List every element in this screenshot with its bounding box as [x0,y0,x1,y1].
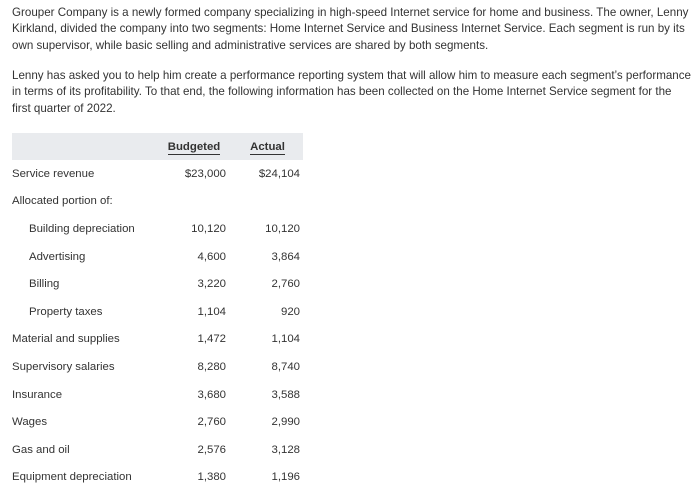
actual-value: 2,990 [271,416,300,429]
row-label: Advertising [29,250,86,263]
table-row [12,270,303,298]
budgeted-value: 3,680 [197,388,226,401]
table-row [12,381,303,409]
budgeted-value: 10,120 [191,222,226,235]
row-label: Insurance [12,388,63,401]
table-row [12,298,303,326]
header-blank-cell [12,133,156,160]
table-row [12,215,303,243]
row-label: Material and supplies [12,333,120,346]
budget-vs-actual-table [12,133,303,491]
actual-value: 920 [280,305,300,318]
row-label: Gas and oil [12,443,70,456]
actual-value: 2,760 [271,278,300,291]
actual-value [232,188,303,216]
row-label: Building depreciation [29,222,135,235]
table-row [12,408,303,436]
actual-value: 3,864 [271,250,300,263]
actual-value: 3,128 [271,443,300,456]
table-row [12,464,303,492]
budgeted-value: $23,000 [184,167,226,180]
row-label: Equipment depreciation [12,471,132,484]
row-label: Supervisory salaries [12,360,115,373]
header-budgeted-label: Budgeted [167,140,221,153]
row-label: Allocated portion of: [12,195,113,208]
budgeted-value: 2,760 [197,416,226,429]
table-row [12,436,303,464]
row-label: Billing [29,278,60,291]
header-actual [232,133,303,160]
row-label: Service revenue [12,167,95,180]
budgeted-value: 1,472 [197,333,226,346]
budgeted-value: 1,380 [197,471,226,484]
table-row [12,188,303,216]
row-label: Wages [12,416,48,429]
actual-value: $24,104 [258,167,300,180]
budgeted-value: 8,280 [197,360,226,373]
table-row [12,353,303,381]
actual-value: 8,740 [271,360,300,373]
actual-value: 1,196 [271,471,300,484]
header-budgeted [156,133,232,160]
header-actual-label: Actual [250,140,285,153]
budgeted-value: 3,220 [197,278,226,291]
budgeted-value: 1,104 [197,305,226,318]
budgeted-value: 4,600 [197,250,226,263]
table-row [12,243,303,271]
actual-value: 10,120 [265,222,300,235]
intro-paragraph-2: Lenny has asked you to help him create a performance reporting system that will allow him to measure each segment’s performance in terms of its profitability. To that end, the following information has been collected on the Home Internet Service segment for the first quarter of 2022. [12,69,692,115]
budgeted-value: 2,576 [197,443,226,456]
intro-paragraph-1: Grouper Company is a newly formed company specializing in high-speed Internet service for home and business. The owner, Lenny Kirkland, divided the company into two segments: Home Internet Service and Business Internet Service. Each segment is run by its own supervisor, while basic selling and administrative services are shared by both segments. [12,6,689,52]
table-row [12,160,303,188]
actual-value: 1,104 [271,333,300,346]
budgeted-value [156,188,232,216]
table-header-row [12,133,303,160]
table-row [12,326,303,354]
actual-value: 3,588 [271,388,300,401]
row-label: Property taxes [29,305,103,318]
